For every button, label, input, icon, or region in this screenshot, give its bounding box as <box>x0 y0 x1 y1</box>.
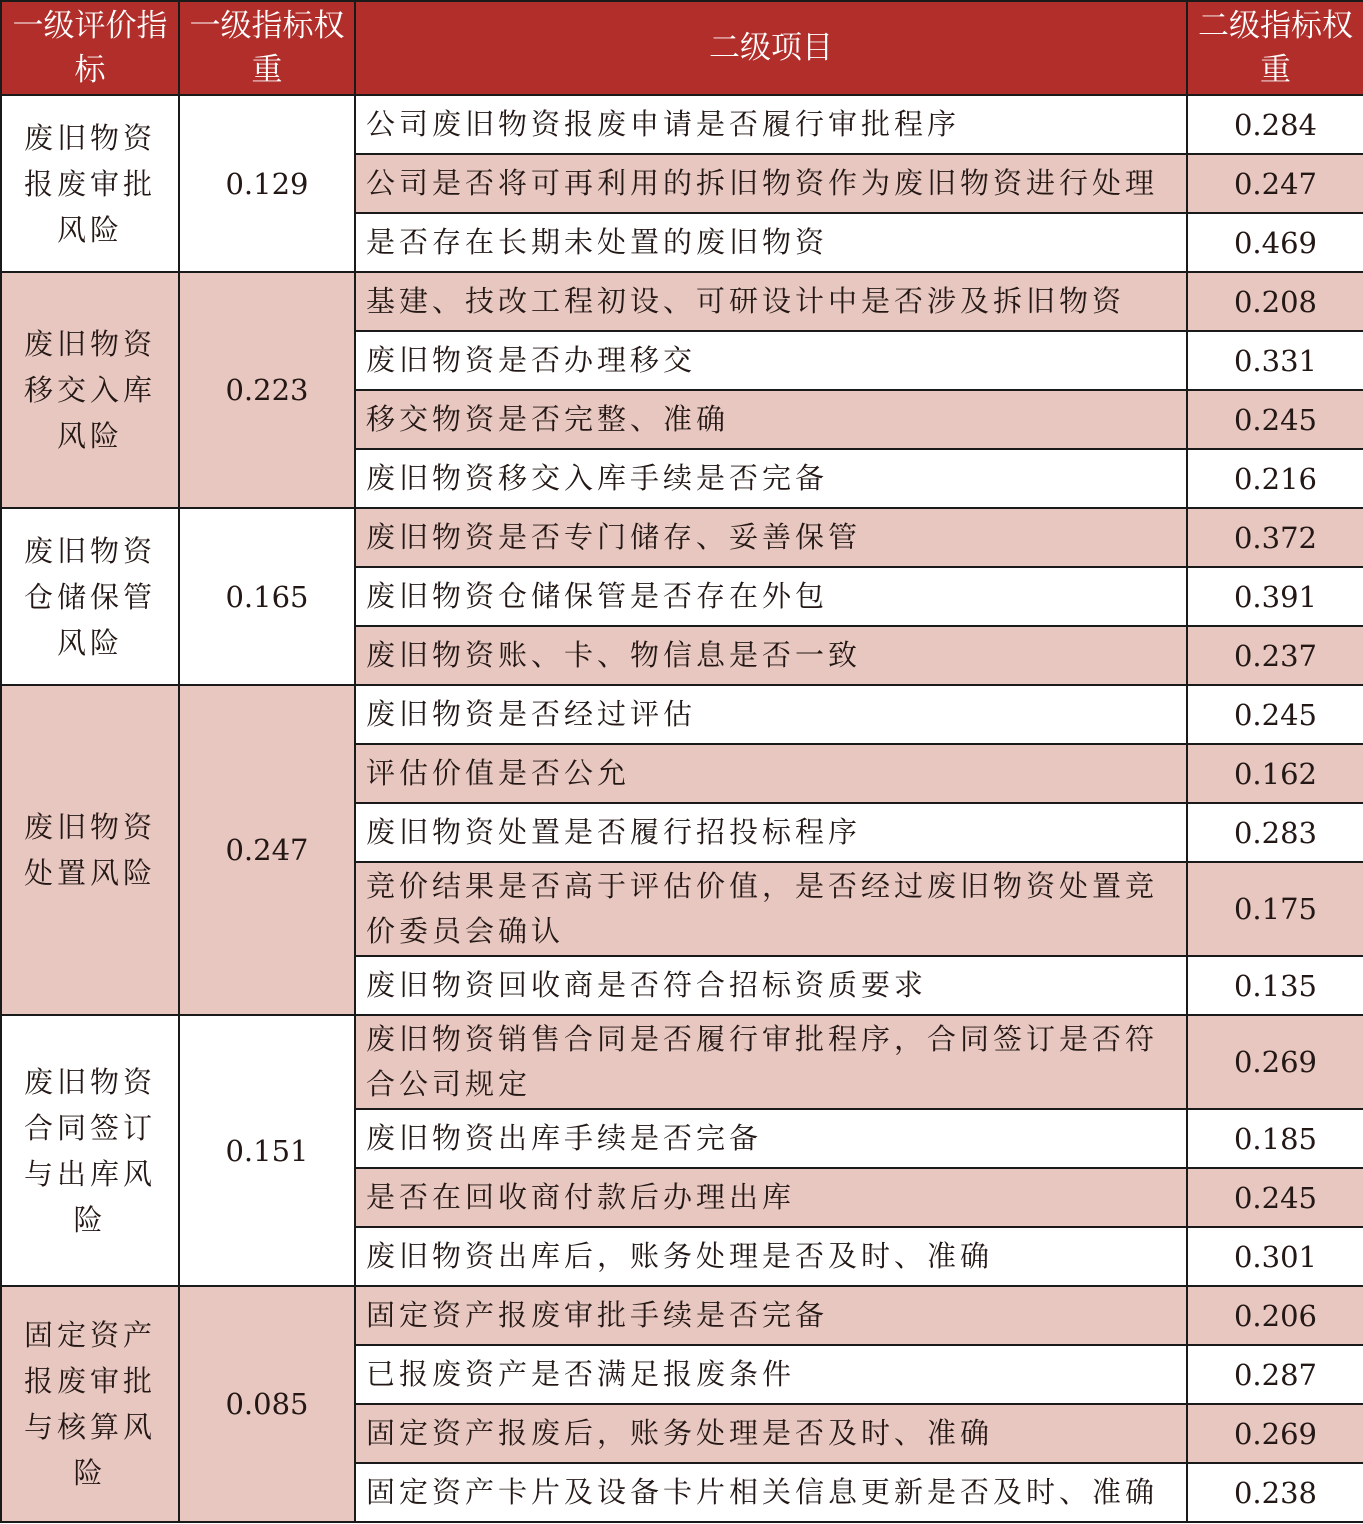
level2-item-text: 是否在回收商付款后办理出库 <box>355 1168 1187 1227</box>
header-level1-indicator: 一级评价指标 <box>1 1 179 95</box>
level2-item-text: 废旧物资是否专门储存、妥善保管 <box>355 508 1187 567</box>
level2-item-weight: 0.284 <box>1187 95 1363 154</box>
level2-item-text: 废旧物资仓储保管是否存在外包 <box>355 567 1187 626</box>
level2-item-weight: 0.237 <box>1187 626 1363 685</box>
level1-indicator-weight: 0.165 <box>179 508 355 685</box>
level2-item-text: 废旧物资账、卡、物信息是否一致 <box>355 626 1187 685</box>
level2-item-text: 废旧物资是否办理移交 <box>355 331 1187 390</box>
level2-item-weight: 0.391 <box>1187 567 1363 626</box>
level2-item-text: 废旧物资出库后，账务处理是否及时、准确 <box>355 1227 1187 1286</box>
level2-item-weight: 0.185 <box>1187 1109 1363 1168</box>
level1-indicator-weight: 0.151 <box>179 1015 355 1286</box>
level2-item-text: 废旧物资处置是否履行招投标程序 <box>355 803 1187 862</box>
header-level2-weight: 二级指标权重 <box>1187 1 1363 95</box>
level1-indicator-name: 固定资产报废审批与核算风险 <box>1 1286 179 1522</box>
level2-item-text: 废旧物资销售合同是否履行审批程序，合同签订是否符合公司规定 <box>355 1015 1187 1109</box>
level2-item-text: 固定资产卡片及设备卡片相关信息更新是否及时、准确 <box>355 1463 1187 1522</box>
level1-indicator-weight: 0.223 <box>179 272 355 508</box>
level1-indicator-weight: 0.247 <box>179 685 355 1015</box>
level1-indicator-name: 废旧物资报废审批风险 <box>1 95 179 272</box>
level2-item-text: 公司是否将可再利用的拆旧物资作为废旧物资进行处理 <box>355 154 1187 213</box>
level1-indicator-weight: 0.129 <box>179 95 355 272</box>
level2-item-text: 废旧物资是否经过评估 <box>355 685 1187 744</box>
level2-item-weight: 0.301 <box>1187 1227 1363 1286</box>
table-row <box>1 1015 1363 1109</box>
table-row <box>1 95 1363 154</box>
level2-item-text: 废旧物资出库手续是否完备 <box>355 1109 1187 1168</box>
level2-item-weight: 0.269 <box>1187 1404 1363 1463</box>
level2-item-weight: 0.331 <box>1187 331 1363 390</box>
level2-item-weight: 0.269 <box>1187 1015 1363 1109</box>
table-row <box>1 508 1363 567</box>
level2-item-text: 废旧物资移交入库手续是否完备 <box>355 449 1187 508</box>
level2-item-weight: 0.469 <box>1187 213 1363 272</box>
level2-item-weight: 0.245 <box>1187 1168 1363 1227</box>
level1-indicator-name: 废旧物资移交入库风险 <box>1 272 179 508</box>
table-row <box>1 1286 1363 1345</box>
level2-item-weight: 0.216 <box>1187 449 1363 508</box>
level1-indicator-name: 废旧物资处置风险 <box>1 685 179 1015</box>
level2-item-text: 固定资产报废审批手续是否完备 <box>355 1286 1187 1345</box>
header-level2-item: 二级项目 <box>355 1 1187 95</box>
header-row <box>1 1 1363 95</box>
level2-item-text: 基建、技改工程初设、可研设计中是否涉及拆旧物资 <box>355 272 1187 331</box>
level2-item-weight: 0.247 <box>1187 154 1363 213</box>
level2-item-weight: 0.372 <box>1187 508 1363 567</box>
level2-item-weight: 0.245 <box>1187 685 1363 744</box>
level2-item-text: 固定资产报废后，账务处理是否及时、准确 <box>355 1404 1187 1463</box>
level2-item-weight: 0.135 <box>1187 956 1363 1015</box>
level2-item-text: 已报废资产是否满足报废条件 <box>355 1345 1187 1404</box>
level2-item-text: 公司废旧物资报废申请是否履行审批程序 <box>355 95 1187 154</box>
level1-indicator-weight: 0.085 <box>179 1286 355 1522</box>
level2-item-weight: 0.162 <box>1187 744 1363 803</box>
level2-item-weight: 0.283 <box>1187 803 1363 862</box>
level1-indicator-name: 废旧物资仓储保管风险 <box>1 508 179 685</box>
level2-item-text: 移交物资是否完整、准确 <box>355 390 1187 449</box>
level2-item-weight: 0.245 <box>1187 390 1363 449</box>
level2-item-text: 是否存在长期未处置的废旧物资 <box>355 213 1187 272</box>
level2-item-weight: 0.175 <box>1187 862 1363 956</box>
table-row <box>1 272 1363 331</box>
level2-item-weight: 0.206 <box>1187 1286 1363 1345</box>
level2-item-weight: 0.287 <box>1187 1345 1363 1404</box>
level2-item-text: 竞价结果是否高于评估价值，是否经过废旧物资处置竞价委员会确认 <box>355 862 1187 956</box>
level1-indicator-name: 废旧物资合同签订与出库风险 <box>1 1015 179 1286</box>
level2-item-weight: 0.208 <box>1187 272 1363 331</box>
header-level1-weight: 一级指标权重 <box>179 1 355 95</box>
table-row <box>1 685 1363 744</box>
level2-item-text: 评估价值是否公允 <box>355 744 1187 803</box>
level2-item-weight: 0.238 <box>1187 1463 1363 1522</box>
level2-item-text: 废旧物资回收商是否符合招标资质要求 <box>355 956 1187 1015</box>
